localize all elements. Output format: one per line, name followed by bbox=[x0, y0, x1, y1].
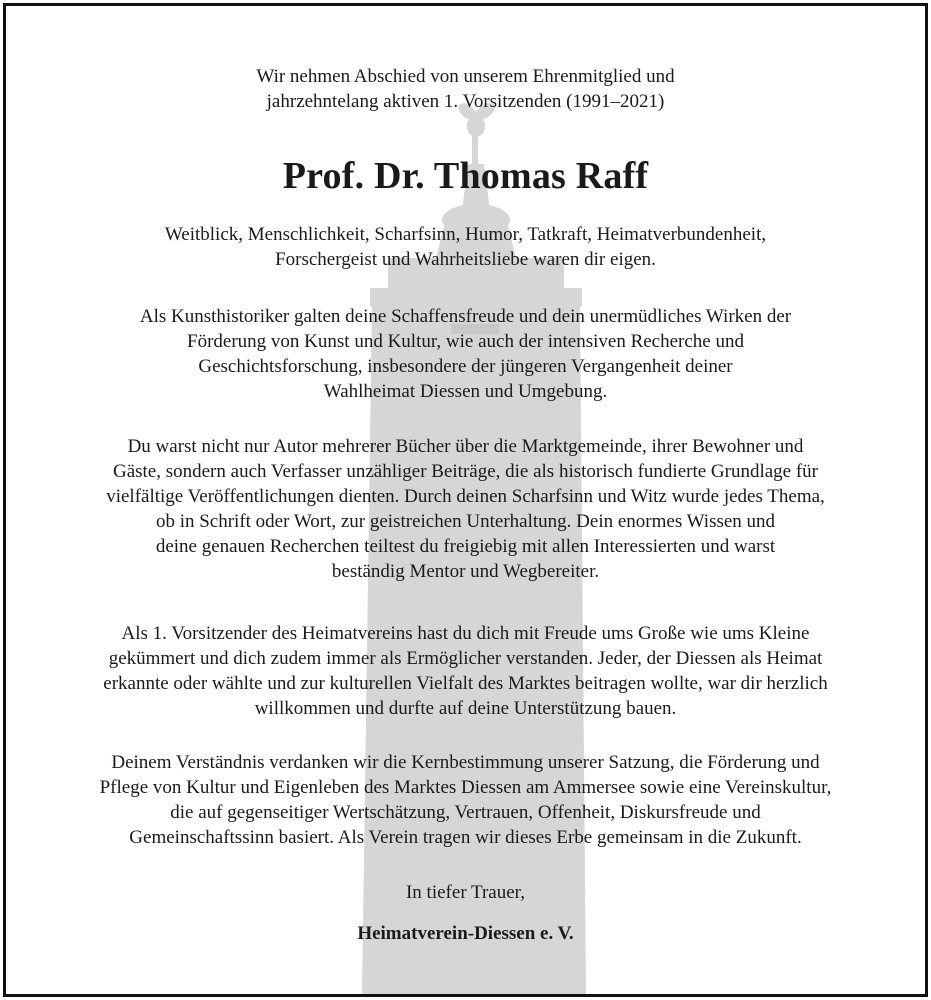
paragraph-line: erkannte oder wählte und zur kulturellen Vielfalt des Marktes beitragen wollte, war dir herzlich bbox=[103, 673, 828, 694]
paragraph-line: Pflege von Kultur und Eigenleben des Marktes Diessen am Ammersee sowie eine Vereinskultur, bbox=[99, 777, 832, 798]
deceased-name: Prof. Dr. Thomas Raff bbox=[282, 155, 649, 197]
paragraph-line: willkommen und durfte auf deine Unterstützung bauen. bbox=[254, 698, 677, 719]
intro-line: jahrzehntelang aktiven 1. Vorsitzenden (1991–2021) bbox=[266, 91, 665, 112]
closing-text: In tiefer Trauer, bbox=[405, 882, 525, 903]
intro-text bbox=[6, 64, 925, 114]
paragraph-line: Du warst nicht nur Autor mehrerer Bücher über die Marktgemeinde, ihrer Bewohner und bbox=[127, 436, 804, 457]
obituary-notice bbox=[3, 3, 928, 997]
paragraph-line: die auf gegenseitiger Wertschätzung, Vertrauen, Offenheit, Diskursfreude und bbox=[170, 802, 761, 823]
paragraph-line: Gemeinschaftssinn basiert. Als Verein tragen wir dieses Erbe gemeinsam in die Zukunft. bbox=[129, 827, 802, 848]
paragraph-line: vielfältige Veröffentlichungen dienten. Durch deinen Scharfsinn und Witz wurde jedes Thema, bbox=[106, 486, 825, 507]
paragraph-traits bbox=[6, 222, 925, 272]
signature: Heimatverein-Diessen e. V. bbox=[357, 923, 574, 944]
paragraph-line: ob in Schrift oder Wort, zur geistreichen Unterhaltung. Dein enormes Wissen und bbox=[155, 511, 776, 532]
paragraph-line: Forschergeist und Wahrheitsliebe waren dir eigen. bbox=[275, 249, 656, 270]
paragraph-line: gekümmert und dich zudem immer als Ermöglicher verstanden. Jeder, der Diessen als Heimat bbox=[108, 648, 823, 669]
paragraph-line: beständig Mentor und Wegbereiter. bbox=[331, 561, 600, 582]
paragraph-line: Wahlheimat Diessen und Umgebung. bbox=[323, 381, 608, 402]
paragraph-line: Als Kunsthistoriker galten deine Schaffensfreude und dein unermüdliches Wirken der bbox=[139, 306, 792, 327]
paragraph-author bbox=[6, 434, 925, 584]
paragraph-line: Weitblick, Menschlichkeit, Scharfsinn, Humor, Tatkraft, Heimatverbundenheit, bbox=[164, 224, 767, 245]
paragraph-line: Deinem Verständnis verdanken wir die Kernbestimmung unserer Satzung, die Förderung und bbox=[111, 752, 820, 773]
paragraph-chairman bbox=[6, 621, 925, 721]
paragraph-line: Als 1. Vorsitzender des Heimatvereins hast du dich mit Freude ums Große wie ums Kleine bbox=[121, 623, 810, 644]
paragraph-line: Förderung von Kunst und Kultur, wie auch der intensiven Recherche und bbox=[187, 331, 744, 352]
paragraph-line: Geschichtsforschung, insbesondere der jüngeren Vergangenheit deiner bbox=[198, 356, 733, 377]
paragraph-art-historian bbox=[6, 304, 925, 404]
paragraph-legacy bbox=[6, 750, 925, 850]
paragraph-line: deine genauen Recherchen teiltest du freigiebig mit allen Interessierten und warst bbox=[155, 536, 776, 557]
paragraph-line: Gäste, sondern auch Verfasser unzähliger Beiträge, die als historisch fundierte Grundlage für bbox=[112, 461, 819, 482]
intro-line: Wir nehmen Abschied von unserem Ehrenmitglied und bbox=[256, 66, 675, 87]
